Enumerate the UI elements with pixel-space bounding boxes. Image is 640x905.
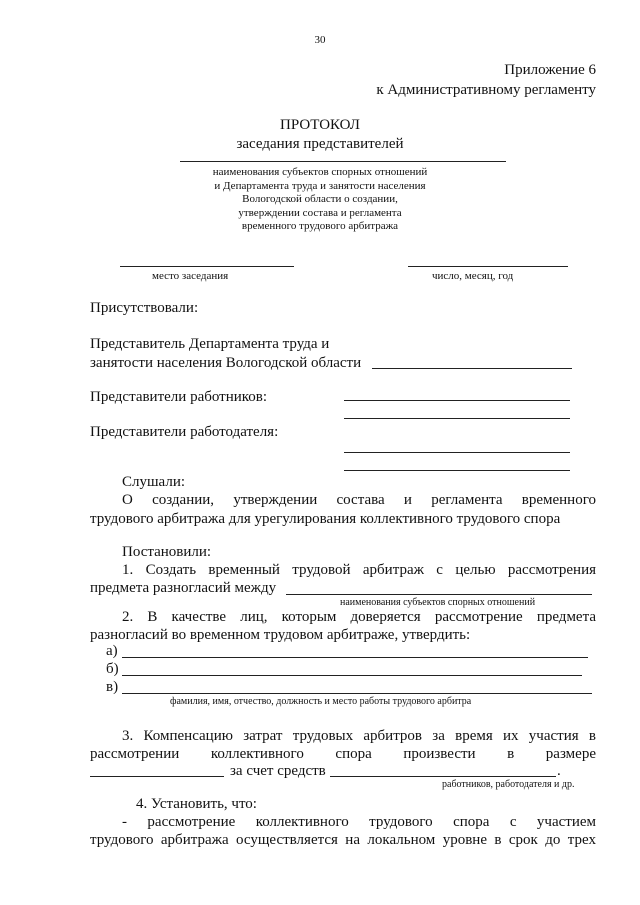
item1-line-1: 1. Создать временный трудовой арбитраж с целью рассмотрения [122, 562, 596, 578]
subjects-caption-line: утверждении состава и регламента [238, 206, 402, 219]
workers-rep-line [344, 418, 570, 419]
item2-b-label: б) [106, 661, 119, 677]
appendix-line-1: Приложение 6 [504, 62, 596, 78]
page-number: 30 [314, 34, 326, 46]
employer-reps-label: Представители работодателя: [90, 424, 279, 440]
protocol-title: ПРОТОКОЛ [280, 117, 360, 133]
employer-rep-line [344, 452, 570, 453]
item2-line-1: 2. В качестве лиц, которым доверяется рассмотрение предмета [122, 609, 596, 625]
subjects-caption-line: временного трудового арбитража [241, 220, 399, 232]
heard-line-2: трудового арбитража для урегулирования коллективного трудового спора [90, 511, 561, 527]
item2-c-label: в) [106, 679, 119, 695]
item3-mid-text: за счет средств [230, 763, 326, 779]
item2-b-line [122, 675, 582, 676]
protocol-subtitle: заседания представителей [236, 136, 404, 152]
resolved-label: Постановили: [122, 544, 212, 560]
subjects-caption-line: наименования субъектов спорных отношений [212, 166, 428, 178]
date-caption: число, месяц, год [432, 270, 514, 282]
item1-caption: наименования субъектов спорных отношений [340, 597, 536, 608]
item4-line-1: - рассмотрение коллективного трудового спора с участием [122, 814, 596, 830]
subjects-caption [0, 166, 640, 234]
item2-a-line [122, 657, 588, 658]
appendix-line-2: к Административному регламенту [376, 82, 596, 98]
heard-label: Слушали: [122, 474, 186, 490]
workers-reps-label: Представители работников: [90, 389, 268, 405]
heard-line-1: О создании, утверждении состава и регламента временного [122, 492, 596, 508]
item1-line-2: предмета разногласий между [90, 580, 277, 596]
subjects-line [180, 161, 506, 162]
item2-caption: фамилия, имя, отчество, должность и место работы трудового арбитра [170, 696, 472, 707]
place-line [120, 266, 294, 267]
item3-caption: работников, работодателя и др. [442, 779, 575, 790]
item1-fill-line [286, 594, 592, 595]
date-line [408, 266, 568, 267]
item2-a-label: а) [106, 643, 118, 659]
item3-line-1: 3. Компенсацию затрат трудовых арбитров за время их участия в [122, 728, 596, 744]
subjects-caption-line: и Департамента труда и занятости населения [214, 179, 426, 192]
employer-rep-line [344, 470, 570, 471]
item2-c-line [122, 693, 592, 694]
item4-label: 4. Установить, что: [136, 796, 257, 812]
workers-rep-line [344, 400, 570, 401]
appendix-header [376, 60, 596, 100]
present-label: Присутствовали: [90, 300, 199, 316]
place-caption: место заседания [152, 270, 229, 282]
item3-line-2: рассмотрении коллективного спора произвести в размере [90, 746, 596, 762]
item3-end: . [557, 763, 561, 779]
department-rep-line-2: занятости населения Вологодской области [90, 355, 362, 371]
item3-amount-line [90, 776, 224, 777]
item3-source-line [330, 776, 556, 777]
subjects-caption-line: Вологодской области о создании, [242, 193, 398, 205]
item2-line-2: разногласий во временном трудовом арбитраже, утвердить: [90, 627, 471, 643]
department-rep-line-1: Представитель Департамента труда и [90, 336, 330, 352]
item4-line-2: трудового арбитража осуществляется на локальном уровне в срок до трех [90, 832, 596, 848]
department-rep-line [372, 368, 572, 369]
